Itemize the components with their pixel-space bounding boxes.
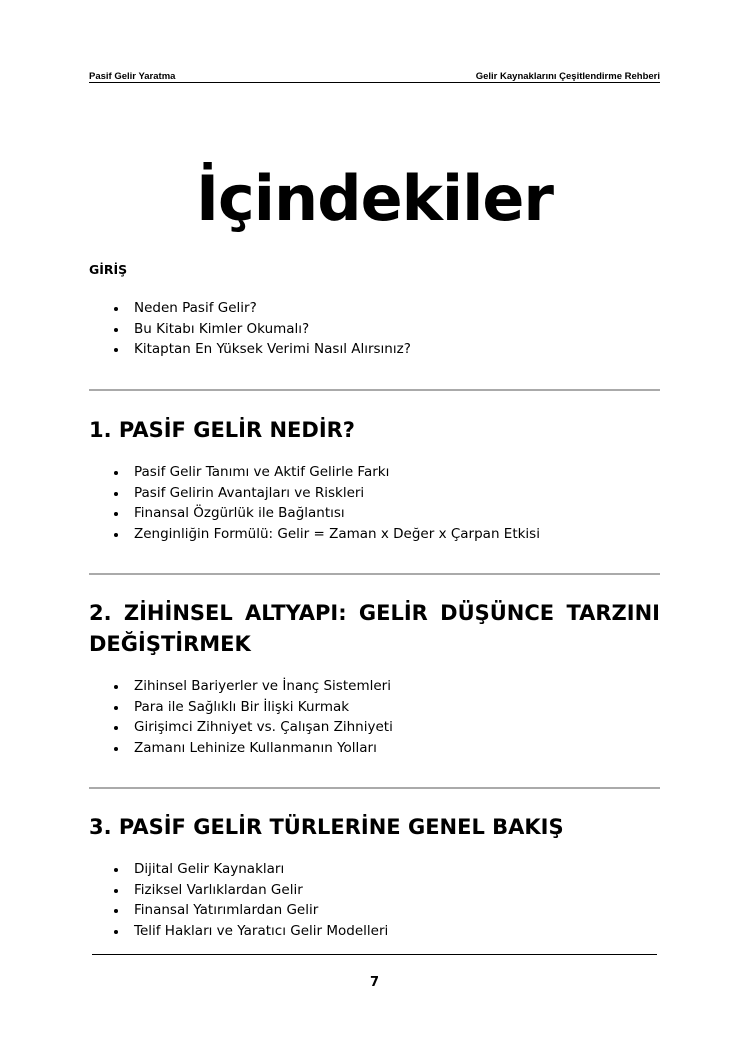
page-title: İçindekiler xyxy=(195,162,553,235)
section-1-heading: 1. PASİF GELİR NEDİR? xyxy=(89,418,355,442)
list-item: Neden Pasif Gelir? xyxy=(89,298,411,319)
list-item: Pasif Gelirin Avantajları ve Riskleri xyxy=(89,483,540,504)
list-item: Finansal Özgürlük ile Bağlantısı xyxy=(89,503,540,524)
list-item: Girişimci Zihniyet vs. Çalışan Zihniyeti xyxy=(89,717,393,738)
section-divider xyxy=(89,573,660,575)
section-3-list xyxy=(89,859,388,941)
list-item: Zamanı Lehinize Kullanmanın Yolları xyxy=(89,738,393,759)
list-item: Kitaptan En Yüksek Verimi Nasıl Alırsınız? xyxy=(89,339,411,360)
section-2-heading: 2. ZİHİNSEL ALTYAPI: GELİR DÜŞÜNCE TARZINI DEĞİŞTİRMEK xyxy=(89,601,660,656)
list-item: Zihinsel Bariyerler ve İnanç Sistemleri xyxy=(89,676,393,697)
page-number: 7 xyxy=(369,975,380,990)
header-book-title: Pasif Gelir Yaratma xyxy=(89,71,176,82)
list-item: Bu Kitabı Kimler Okumalı? xyxy=(89,319,411,340)
footer-rule xyxy=(92,954,657,955)
section-1-list xyxy=(89,462,540,544)
list-item: Para ile Sağlıklı Bir İlişki Kurmak xyxy=(89,697,393,718)
header-rule xyxy=(89,82,660,83)
list-item: Finansal Yatırımlardan Gelir xyxy=(89,900,388,921)
list-item: Telif Hakları ve Yaratıcı Gelir Modelleri xyxy=(89,921,388,942)
list-item: Fiziksel Varlıklardan Gelir xyxy=(89,880,388,901)
list-item: Pasif Gelir Tanımı ve Aktif Gelirle Farkı xyxy=(89,462,540,483)
list-item: Dijital Gelir Kaynakları xyxy=(89,859,388,880)
header-subtitle: Gelir Kaynaklarını Çeşitlendirme Rehberi xyxy=(475,71,660,82)
intro-heading: GİRİŞ xyxy=(89,262,128,277)
intro-list xyxy=(89,298,411,360)
section-2-list xyxy=(89,676,393,758)
section-divider xyxy=(89,787,660,789)
list-item: Zenginliğin Formülü: Gelir = Zaman x Değer x Çarpan Etkisi xyxy=(89,524,540,545)
running-header xyxy=(89,71,660,82)
section-3-heading: 3. PASİF GELİR TÜRLERİNE GENEL BAKIŞ xyxy=(89,815,564,839)
section-divider xyxy=(89,389,660,391)
